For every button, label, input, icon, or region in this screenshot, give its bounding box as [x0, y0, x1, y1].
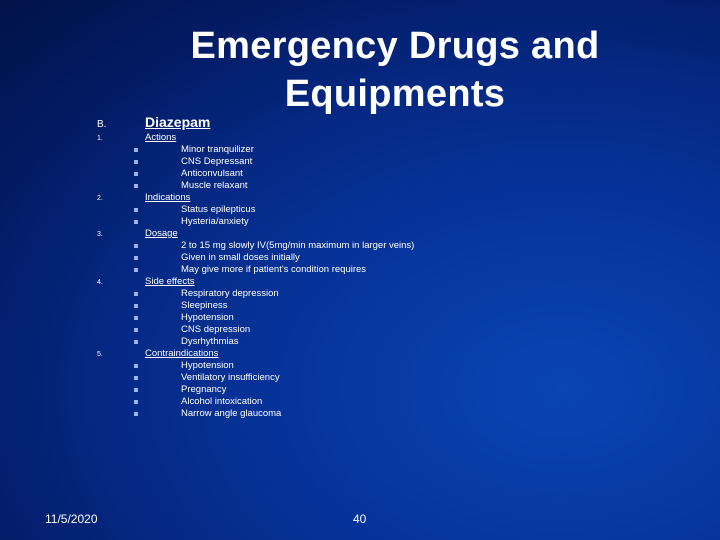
list-item: Anticonvulsant: [181, 168, 243, 179]
bullet-icon: [134, 388, 138, 392]
list-item: Muscle relaxant: [181, 180, 248, 191]
list-item: CNS depression: [181, 324, 251, 335]
list-item: Alcohol intoxication: [181, 396, 263, 407]
bullet-icon: [134, 148, 138, 152]
list-item: Dysrhythmias: [181, 336, 239, 347]
section-number: 5.: [97, 351, 103, 358]
list-item: Status epilepticus: [181, 204, 256, 215]
list-item: Hypotension: [181, 312, 234, 323]
list-item: Minor tranquilizer: [181, 144, 254, 155]
drug-name: Diazepam: [145, 114, 211, 130]
bullet-icon: [134, 160, 138, 164]
bullet-icon: [134, 292, 138, 296]
bullet-icon: [134, 184, 138, 188]
section-number: 2.: [97, 195, 103, 202]
list-item: Pregnancy: [181, 384, 227, 395]
section-number: 3.: [97, 231, 103, 238]
bullet-icon: [134, 328, 138, 332]
title-line-1: Emergency Drugs and: [190, 25, 600, 67]
bullet-icon: [134, 400, 138, 404]
list-item: Sleepiness: [181, 300, 228, 311]
section-heading: Side effects: [145, 276, 195, 287]
list-item: Given in small doses initially: [181, 252, 300, 263]
list-item: Hypotension: [181, 360, 234, 371]
section-number: 4.: [97, 279, 103, 286]
bullet-icon: [134, 376, 138, 380]
section-heading: Dosage: [145, 228, 178, 239]
list-item: 2 to 15 mg slowly IV(5mg/min maximum in larger veins): [181, 240, 415, 251]
section-heading: Actions: [145, 132, 177, 143]
list-item: Ventilatory insufficiency: [181, 372, 280, 383]
list-item: Hysteria/anxiety: [181, 216, 249, 227]
list-item: CNS Depressant: [181, 156, 253, 167]
list-item: Respiratory depression: [181, 288, 279, 299]
section-heading: Contraindications: [145, 348, 219, 359]
bullet-icon: [134, 268, 138, 272]
bullet-icon: [134, 244, 138, 248]
list-item: May give more if patient's condition requires: [181, 264, 367, 275]
page-number: 40: [353, 512, 367, 526]
bullet-icon: [134, 304, 138, 308]
bullet-icon: [134, 256, 138, 260]
bullet-icon: [134, 316, 138, 320]
bullet-icon: [134, 208, 138, 212]
section-heading: Indications: [145, 192, 191, 203]
footer-date: 11/5/2020: [45, 512, 98, 526]
bullet-icon: [134, 220, 138, 224]
bullet-icon: [134, 364, 138, 368]
list-item: Narrow angle glaucoma: [181, 408, 282, 419]
section-number: 1.: [97, 135, 103, 142]
bullet-icon: [134, 172, 138, 176]
bullet-icon: [134, 412, 138, 416]
title-line-2: Equipments: [284, 73, 506, 115]
drug-letter: B.: [97, 119, 107, 130]
slide-title: [150, 22, 640, 118]
bullet-icon: [134, 340, 138, 344]
